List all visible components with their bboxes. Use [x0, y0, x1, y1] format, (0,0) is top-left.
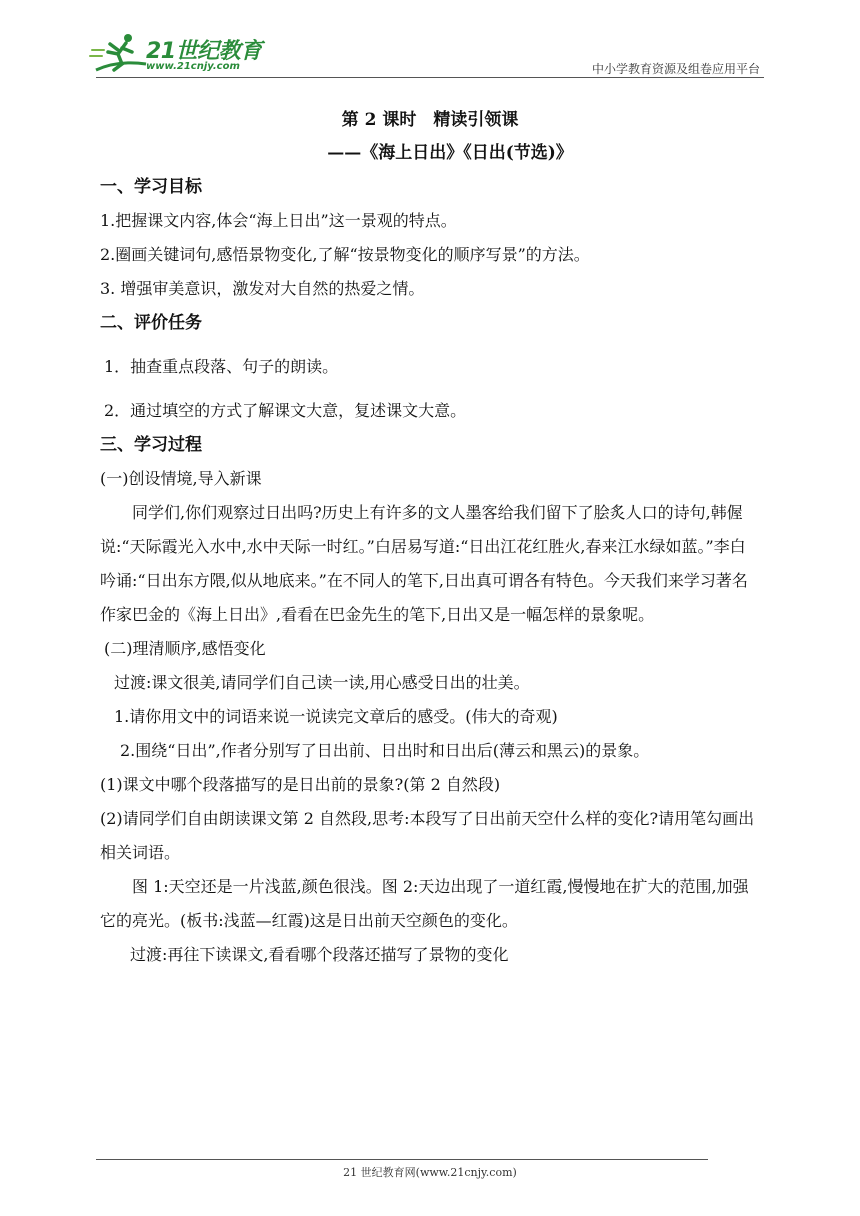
- page-footer: 21 世纪教育网(www.21cnjy.com): [343, 1166, 517, 1179]
- question: 1.请你用文中的词语来说一说读完文章后的感受。(伟大的奇观): [114, 707, 558, 726]
- footer-divider: [96, 1159, 708, 1160]
- list-item: 2．通过填空的方式了解课文大意，复述课文大意。: [104, 401, 467, 420]
- paragraph: 图 1:天空还是一片浅蓝,颜色很浅。图 2:天边出现了一道红霞,慢慢地在扩大的范围,加强它的亮光。(板书:浅蓝—红霞)这是日出前天空颜色的变化。: [100, 877, 749, 930]
- transition-text: 过渡:课文很美,请同学们自己读一读,用心感受日出的壮美。: [114, 673, 530, 692]
- subsection-heading: (一)创设情境,导入新课: [100, 469, 262, 488]
- subsection-heading: (二)理清顺序,感悟变化: [104, 639, 266, 658]
- lesson-subtitle: ——《海上日出》《日出(节选)》: [327, 143, 573, 163]
- section-heading: 三、学习过程: [100, 435, 202, 455]
- logo-text: 21世纪教育: [146, 39, 262, 64]
- page-header: [0, 0, 860, 80]
- section-heading: 一、学习目标: [100, 177, 202, 197]
- runner-logo-icon: [88, 30, 148, 76]
- transition-text: 过渡:再往下读课文,看看哪个段落还描写了景物的变化: [130, 945, 509, 964]
- paragraph: 同学们,你们观察过日出吗?历史上有许多的文人墨客给我们留下了脍炙人口的诗句,韩偓说:“天际霞光入水中,水中天际一时红。”白居易写道:“日出江花红胜火,春来江水绿如蓝。”李白吟诵:“日出东方隈,似从地底来。”在不同人的笔下,日出真可谓各有特色。今天我们来学习著名作家巴金的《海上日出》,看看在巴金先生的笔下,日出又是一幅怎样的景象呢。: [100, 503, 748, 624]
- document-body: [100, 104, 760, 972]
- platform-name: 中小学教育资源及组卷应用平台: [591, 62, 760, 76]
- question: (1)课文中哪个段落描写的是日出前的景象?(第 2 自然段): [100, 775, 501, 794]
- list-item: 1．抽查重点段落、句子的朗读。: [104, 357, 339, 376]
- list-item: 2.圈画关键词句,感悟景物变化,了解“按景物变化的顺序写景”的方法。: [100, 245, 590, 264]
- header-divider: [96, 77, 764, 78]
- section-heading: 二、评价任务: [100, 313, 202, 333]
- logo-url: www.21cnjy.com: [146, 61, 240, 72]
- question: (2)请同学们自由朗读课文第 2 自然段,思考:本段写了日出前天空什么样的变化?请用笔勾画出相关词语。: [100, 809, 755, 862]
- lesson-title: 第 2 课时 精读引领课: [341, 110, 519, 130]
- list-item: 3. 增强审美意识，激发对大自然的热爱之情。: [100, 279, 425, 298]
- logo: [88, 30, 268, 78]
- question: 2.围绕“日出”,作者分别写了日出前、日出时和日出后(薄云和黑云)的景象。: [120, 741, 650, 760]
- list-item: 1.把握课文内容,体会“海上日出”这一景观的特点。: [100, 211, 457, 230]
